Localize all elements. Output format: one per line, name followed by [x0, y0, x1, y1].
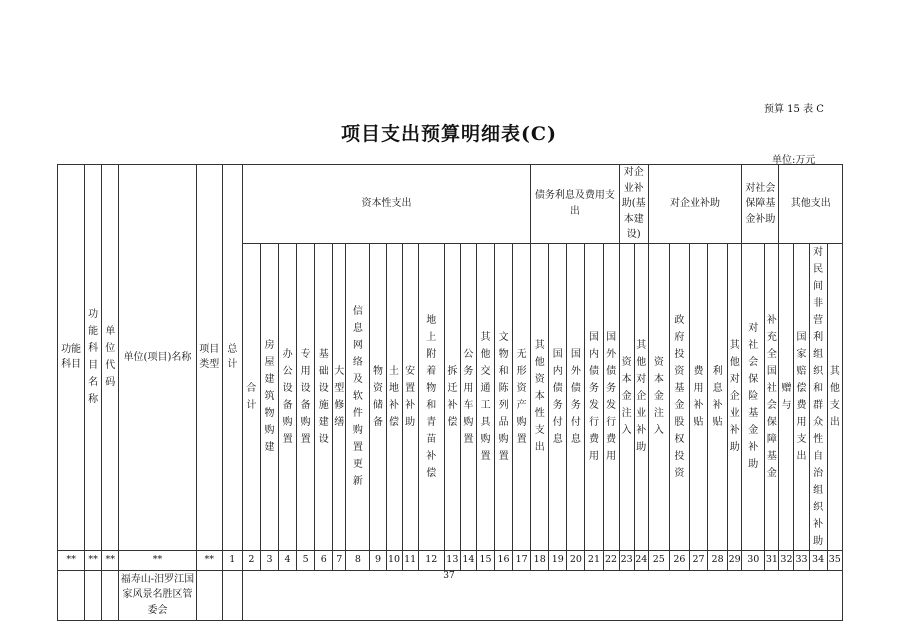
budget-table	[57, 164, 843, 621]
page-number: 37	[443, 571, 455, 581]
subheader-cell: 房屋建筑物购建	[260, 243, 278, 550]
column-code: 12	[418, 550, 444, 570]
subheader-cell: 物资储备	[370, 243, 386, 550]
header-project-type: 项目类型	[196, 165, 222, 551]
column-code: 24	[634, 550, 648, 570]
subheader-cell: 政府投资基金股权投资	[669, 243, 689, 550]
column-code: 17	[513, 550, 531, 570]
group-social-security-subsidy: 对社会保障基金补助	[742, 165, 779, 244]
subheader-cell: 地上附着物和青苗补偿	[418, 243, 444, 550]
column-code: 11	[402, 550, 418, 570]
column-code: 30	[742, 550, 765, 570]
subheader-cell: 对民间非营利组织和群众性自治组织补助	[809, 243, 827, 550]
column-code: 22	[603, 550, 619, 570]
column-code: 23	[619, 550, 634, 570]
column-code: 5	[297, 550, 315, 570]
subheader-cell: 对社会保险基金补助	[742, 243, 765, 550]
subheader-cell: 国内债务发行费用	[585, 243, 603, 550]
column-code: 16	[495, 550, 513, 570]
subheader-cell: 合计	[242, 243, 260, 550]
subheader-cell: 补充全国社会保障基金	[765, 243, 779, 550]
column-code: 7	[333, 550, 346, 570]
subheader-cell: 信息网络及软件购置更新	[346, 243, 370, 550]
column-code: 28	[708, 550, 728, 570]
unit-name-cell: 福寿山-汨罗江国家风景名胜区管委会	[119, 570, 196, 620]
column-code: 35	[827, 550, 842, 570]
column-code: 10	[386, 550, 402, 570]
subheader-cell: 资本金注入	[648, 243, 669, 550]
subheader-cell: 基础设施建设	[315, 243, 333, 550]
column-code: 15	[476, 550, 494, 570]
column-code: **	[58, 550, 85, 570]
group-other-expenditure: 其他支出	[779, 165, 843, 244]
subheader-cell: 办公设备购置	[279, 243, 297, 550]
column-code: 29	[728, 550, 742, 570]
column-code: 25	[648, 550, 669, 570]
column-code: 3	[260, 550, 278, 570]
column-code: 18	[531, 550, 549, 570]
column-code: 6	[315, 550, 333, 570]
subheader-cell: 资本金注入	[619, 243, 634, 550]
column-code: 19	[549, 550, 567, 570]
group-debt-interest: 债务利息及费用支出	[531, 165, 619, 244]
subheader-cell: 其他交通工具购置	[476, 243, 494, 550]
column-code: 14	[460, 550, 476, 570]
column-code: 31	[765, 550, 779, 570]
subheader-cell: 费用补贴	[689, 243, 707, 550]
subheader-cell: 其他对企业补助	[634, 243, 648, 550]
column-code: 20	[567, 550, 585, 570]
subheader-cell: 专用设备购置	[297, 243, 315, 550]
subheader-cell: 文物和陈列品购置	[495, 243, 513, 550]
subheader-cell: 其他对企业补助	[728, 243, 742, 550]
column-code: 34	[809, 550, 827, 570]
column-code: **	[85, 550, 102, 570]
form-code: 预算 15 表 C	[764, 104, 824, 115]
column-code: 13	[444, 550, 460, 570]
subheader-cell: 国外债务付息	[567, 243, 585, 550]
column-code: **	[119, 550, 196, 570]
subheader-cell: 土地补偿	[386, 243, 402, 550]
group-enterprise-subsidy-construction: 对企业补助(基本建设)	[619, 165, 648, 244]
column-code: **	[196, 550, 222, 570]
header-function-code: 功能科目	[58, 165, 85, 551]
subheader-cell: 其他资本性支出	[531, 243, 549, 550]
header-unit-code: 单位代码	[102, 165, 119, 551]
column-code: 1	[222, 550, 242, 570]
column-code: 26	[669, 550, 689, 570]
subheader-cell: 拆迁补偿	[444, 243, 460, 550]
subheader-cell: 国内债务付息	[549, 243, 567, 550]
subheader-cell: 赠与	[779, 243, 794, 550]
column-code: 27	[689, 550, 707, 570]
header-total: 总计	[222, 165, 242, 551]
group-capital-expenditure: 资本性支出	[242, 165, 530, 244]
subheader-cell: 利息补贴	[708, 243, 728, 550]
header-unit-name: 单位(项目)名称	[119, 165, 196, 551]
subheader-cell: 公务用车购置	[460, 243, 476, 550]
subheader-cell: 其他支出	[827, 243, 842, 550]
column-code: 21	[585, 550, 603, 570]
column-code: **	[102, 550, 119, 570]
column-code: 33	[794, 550, 809, 570]
column-code: 2	[242, 550, 260, 570]
subheader-cell: 无形资产购置	[513, 243, 531, 550]
subheader-cell: 大型修缮	[333, 243, 346, 550]
header-function-name: 功能科目名称	[85, 165, 102, 551]
subheader-cell: 安置补助	[402, 243, 418, 550]
subheader-cell: 国家赔偿费用支出	[794, 243, 809, 550]
subheader-cell: 国外债务发行费用	[603, 243, 619, 550]
column-code: 9	[370, 550, 386, 570]
group-enterprise-subsidy: 对企业补助	[648, 165, 741, 244]
column-code: 8	[346, 550, 370, 570]
column-code: 4	[279, 550, 297, 570]
page-title: 项目支出预算明细表(C)	[340, 123, 558, 145]
unit-label: 单位:万元	[772, 155, 816, 166]
column-code: 32	[779, 550, 794, 570]
